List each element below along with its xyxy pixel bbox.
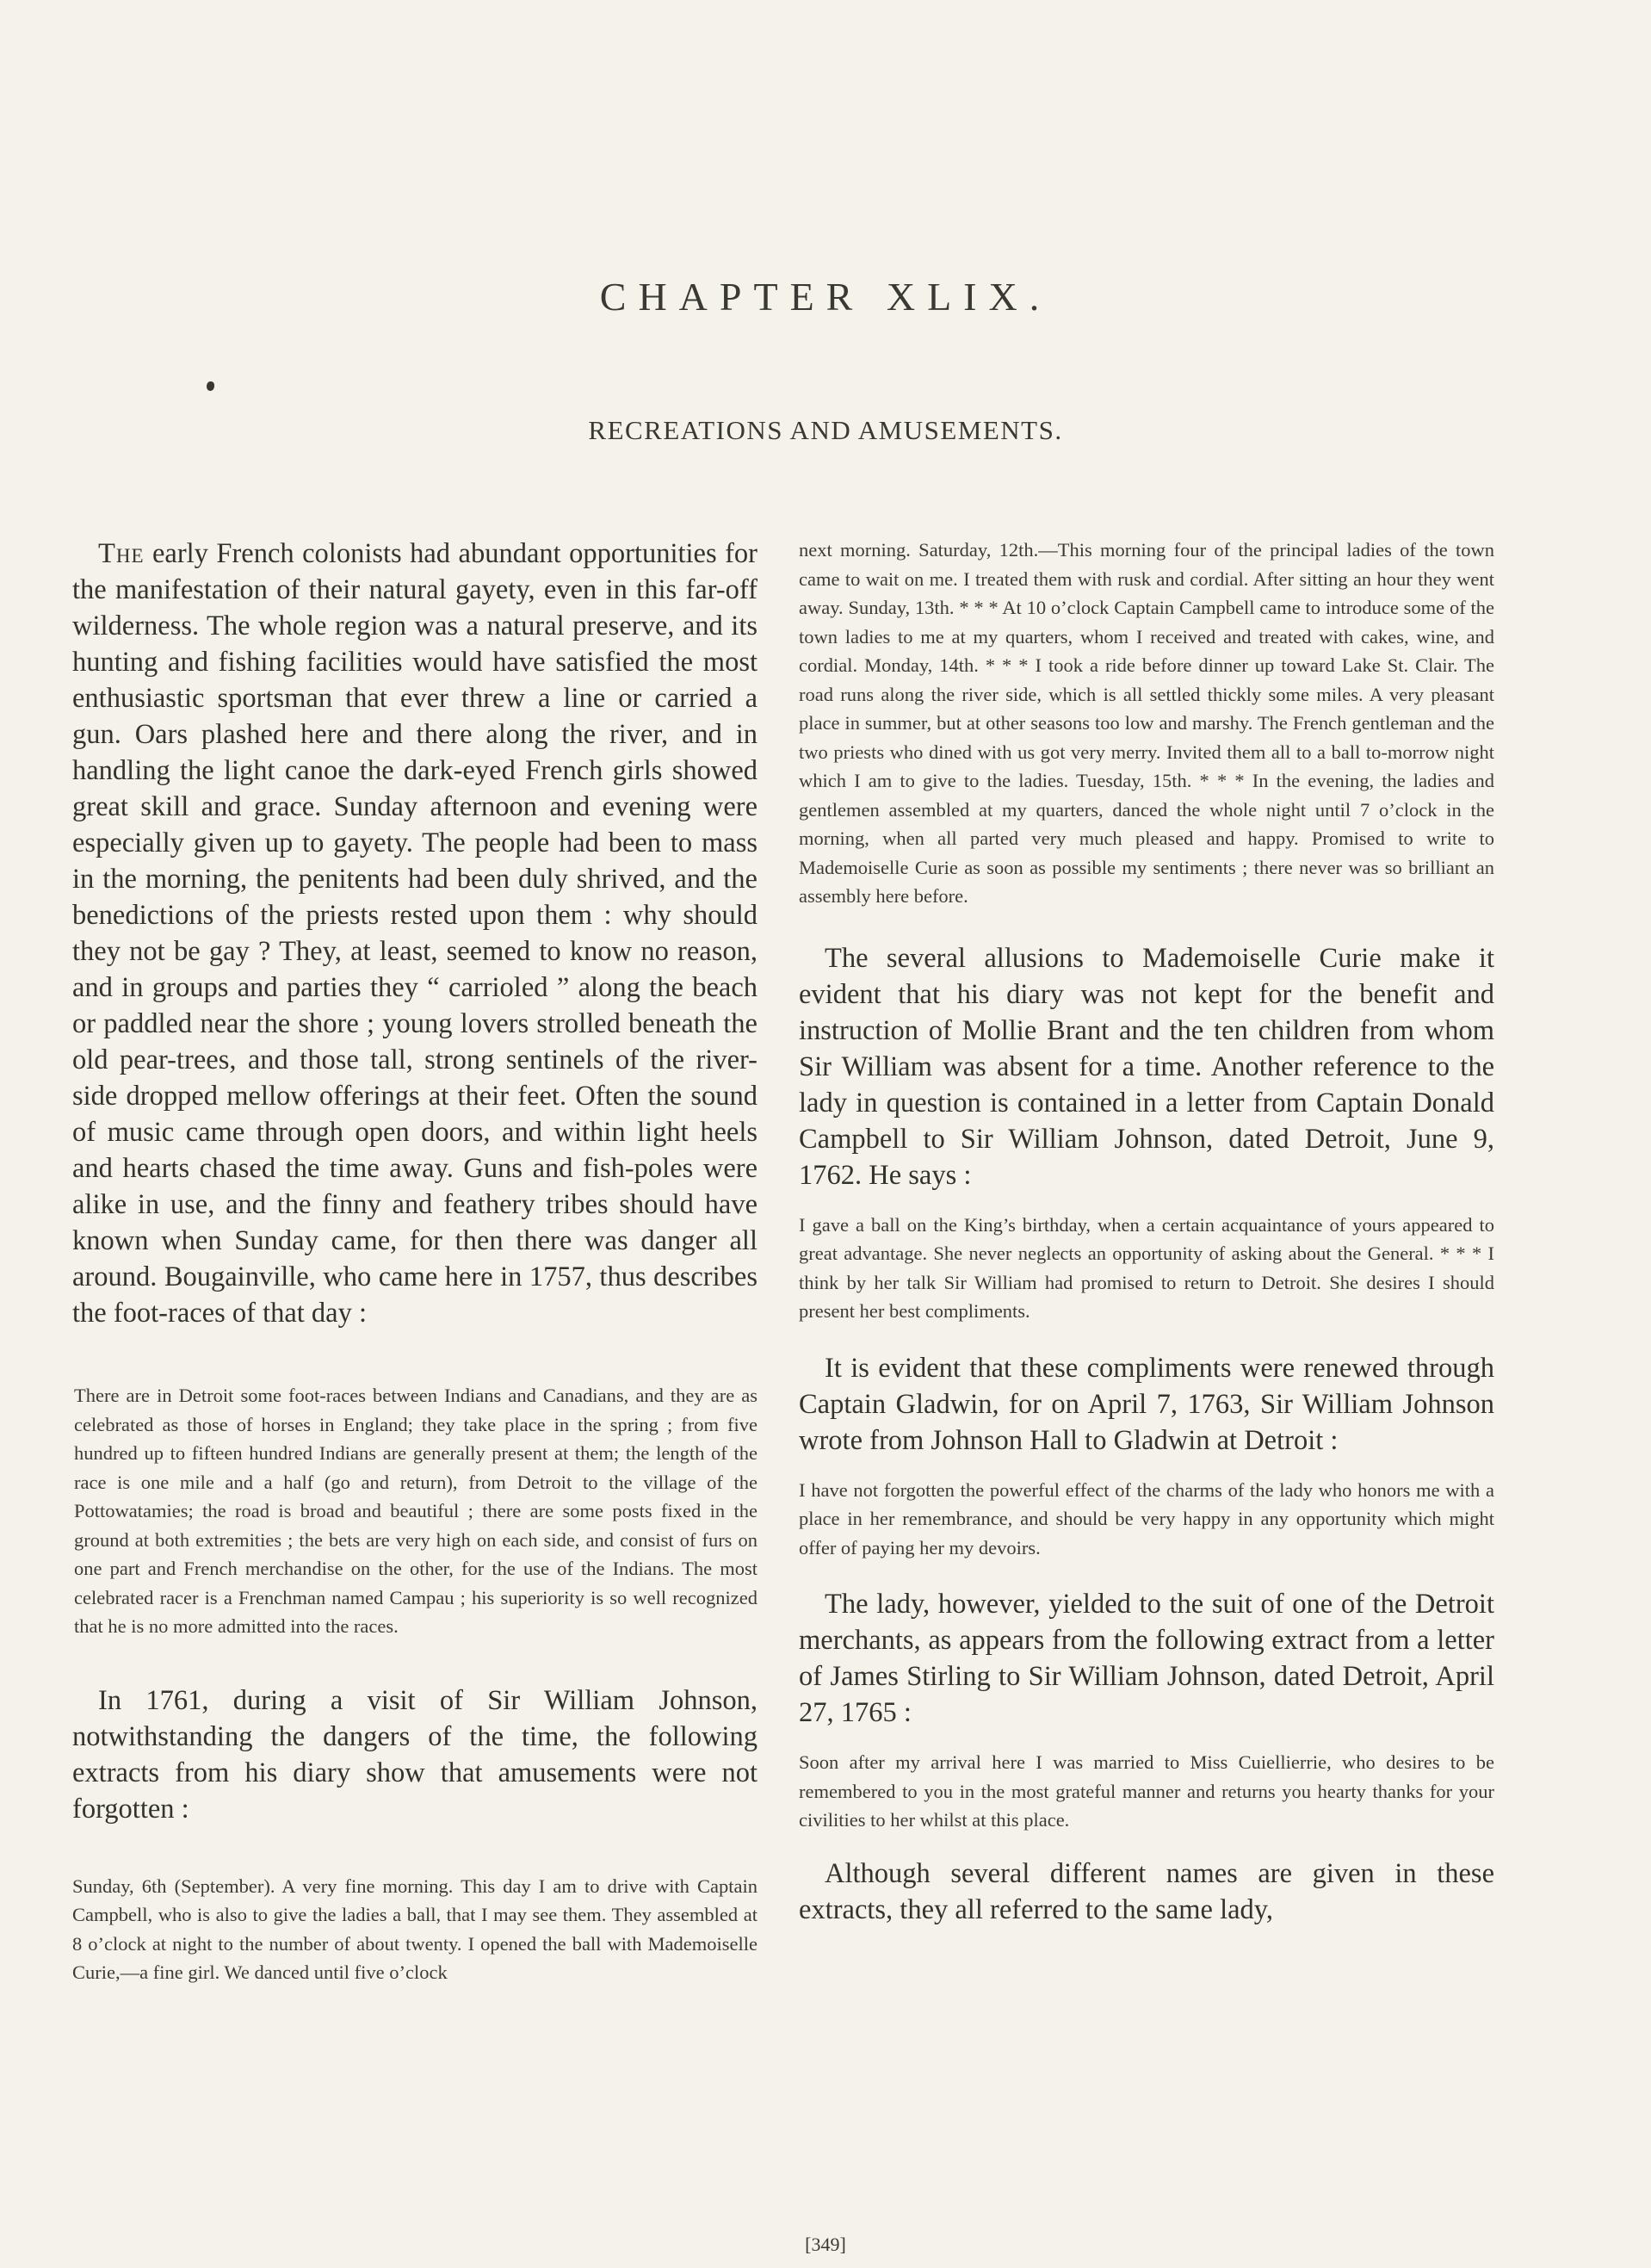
paragraph-opening <box>72 536 757 1331</box>
extract-foot-races: There are in Detroit some foot-races between Indians and Canadians, and they are as celebrated as those of horses in England; they take place in the spring ; from five hundred up to fifteen hundred Indians are generally present at them; the length of the race is one mile and a half (go and return), from Detroit to the village of the Pottowatamies; the road is broad and beautiful ; there are some posts fixed in the ground at both extremities ; the bets are very high on each side, and consist of furs on one part and French merchandise on the other, for the use of the Indians. The most celebrated racer is a Frenchman named Campau ; his superiority is so well recognized that he is no more admitted into the races. <box>74 1385 757 1637</box>
extract-diary: Sunday, 6th (September). A very fine morning. This day I am to drive with Captain Campbell, who is also to give the ladies a ball, that I may see them. They assembled at 8 o’clock at night to the number of about twenty. I opened the ball with Mademoiselle Curie,—a fine girl. We danced until five o’clock <box>72 1875 757 1983</box>
right-column <box>799 536 1494 1928</box>
extract-diary-continued: next morning. Saturday, 12th.—This morning four of the principal ladies of the town came to wait on me. I treated them with rusk and cordial. After sitting an hour they went away. Sunday, 13th. * * * At 10 o’clock Captain Campbell came to introduce some of the town ladies to me at my quarters, whom I received and treated with cakes, wine, and cordial. Monday, 14th. * * * I took a ride before dinner up toward Lake St. Clair. The road runs along the river side, which is all settled thickly some miles. A very pleasant place in summer, but at other seasons too low and marshy. The French gentleman and the two priests who dined with us got very merry. Invited them all to a ball to-morrow night which I am to give to the ladies. Tuesday, 15th. * * * In the evening, the ladies and gentlemen assembled at my quarters, danced the whole night until 7 o’clock in the morning, when all parted very much pleased and happy. Promised to write to Mademoiselle Curie as soon as possible my sentiments ; there never was so brilliant an assembly here before. <box>799 539 1494 907</box>
paragraph-lady-married: The lady, however, yielded to the suit of one of the Detroit merchants, as appears from the following extract from a letter of James Stirling to Sir William Johnson, dated Detroit, April 27, 1765 : <box>799 1589 1494 1728</box>
ink-spot <box>207 381 214 391</box>
opening-word: The <box>98 538 145 569</box>
extract-campbell-letter: I gave a ball on the King’s birthday, when a certain acquaintance of yours appeared to great advantage. She never neglects an opportunity of asking about the General. * * * I think by her talk Sir William had promised to return to Detroit. She desires I should present her best compliments. <box>799 1213 1494 1322</box>
chapter-title: CHAPTER XLIX. <box>599 275 1052 319</box>
paragraph-diary-intro: In 1761, during a visit of Sir William Johnson, notwithstanding the dangers of the time, the following extracts from his diary show that amusements were not forgotten : <box>72 1684 757 1825</box>
paragraph-curie-allusions: The several allusions to Mademoiselle Curie make it evident that his diary was not kept for the benefit and instruction of Mollie Brant and the ten children from whom Sir William was absent for a time. Another reference to the lady in question is contained in a letter from Captain Donald Campbell to Sir William Johnson, dated Detroit, June 9, 1762. He says : <box>799 942 1494 1191</box>
extract-stirling-letter: Soon after my arrival here I was married to Miss Cuiellierrie, who desires to be remembered to you in the most grateful manner and returns you hearty thanks for your civilities to her whilst at this place. <box>799 1751 1494 1831</box>
section-title: RECREATIONS AND AMUSEMENTS. <box>588 415 1063 445</box>
page-number: [349] <box>805 2234 846 2255</box>
left-column <box>72 536 757 1987</box>
paragraph-same-lady: Although several different names are given in these extracts, they all referred to the same lady, <box>799 1857 1494 1925</box>
paragraph-opening-text: early French colonists had abundant opportunities for the manifestation of their natural gayety, even in this far-off wilderness. The whole region was a natural preserve, and its hunting and fishing facilities would have satisfied the most enthusiastic sportsman that ever threw a line or carried a gun. Oars plashed here and there along the river, and in handling the light canoe the dark-eyed French girls showed great skill and grace. Sunday afternoon and evening were especially given up to gayety. The people had been to mass in the morning, the penitents had been duly shrived, and the benedictions of the priests rested upon them : why should they not be gay ? They, at least, seemed to know no reason, and in groups and parties they “ carrioled ” along the beach or paddled near the shore ; young lovers strolled beneath the old pear-trees, and those tall, strong sentinels of the river-side dropped mellow offerings at their feet. Often the sound of music came through open doors, and within light heels and hearts chased the time away. Guns and fish-poles were alike in use, and the finny and feathery tribes should have known when Sunday came, for then there was danger all around. Bougainville, who came here in 1757, thus describes the foot-races of that day : <box>72 538 757 1329</box>
extract-johnson-letter: I have not forgotten the powerful effect of the charms of the lady who honors me with a place in her remembrance, and should be very happy in any opportunity which might offer of paying her my devoirs. <box>799 1478 1494 1558</box>
paragraph-compliments: It is evident that these compliments were renewed through Captain Gladwin, for on April 7, 1763, Sir William Johnson wrote from Johnson Hall to Gladwin at Detroit : <box>799 1352 1494 1456</box>
